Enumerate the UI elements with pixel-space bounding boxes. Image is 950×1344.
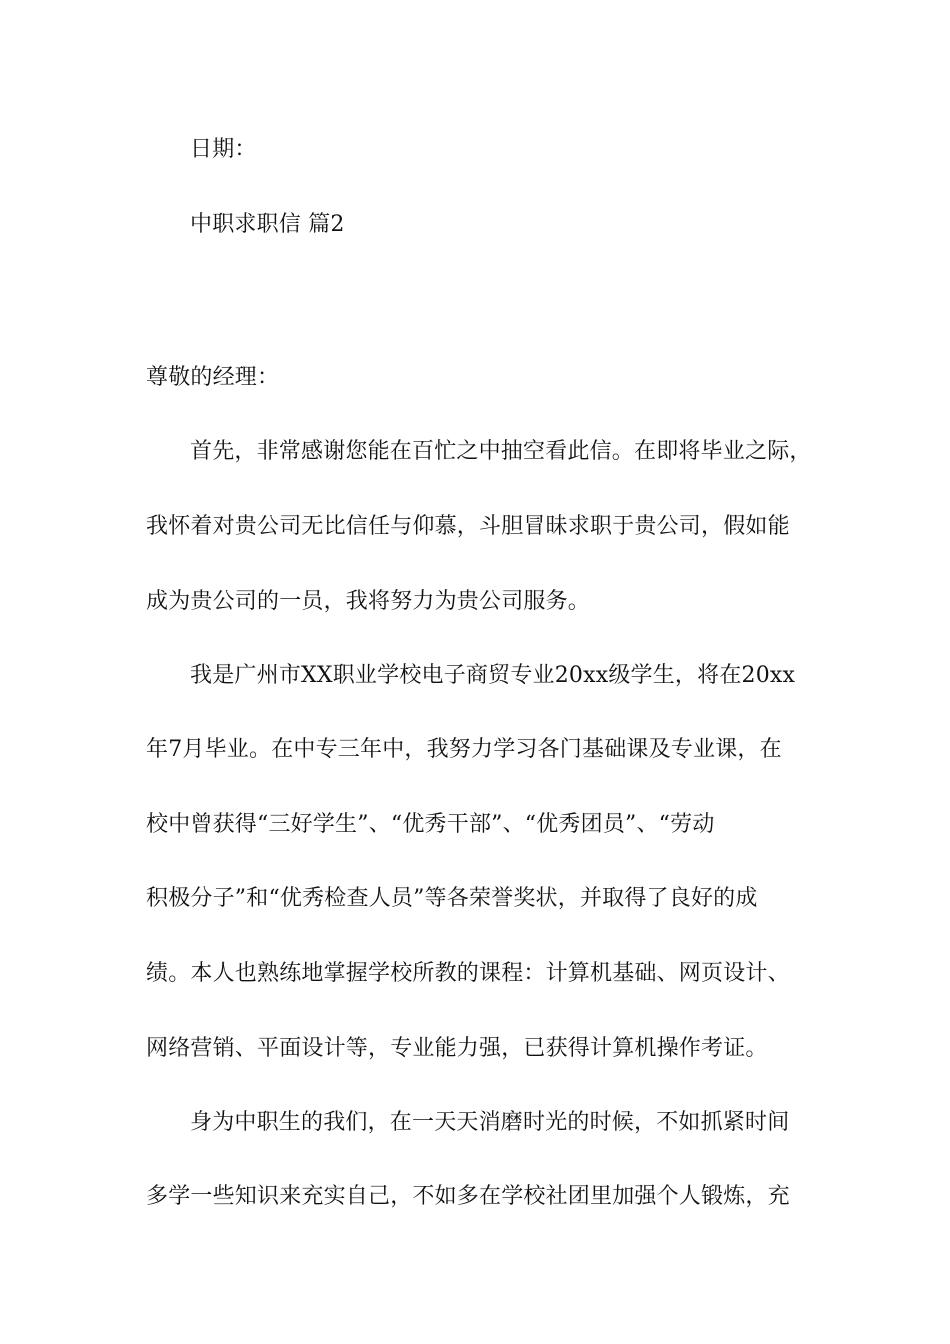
salutation: 尊敬的经理：	[146, 365, 280, 390]
paragraph-line: 网络营销、平面设计等，专业能力强，已获得计算机操作考证。	[146, 1036, 768, 1061]
paragraph-line: 成为贵公司的一员，我将努力为贵公司服务。	[146, 589, 591, 614]
paragraph-line: 我怀着对贵公司无比信任与仰慕，斗胆冒昧求职于贵公司，假如能	[146, 514, 790, 539]
paragraph-line: 绩。本人也熟练地掌握学校所教的课程：计算机基础、网页设计、	[146, 961, 790, 986]
paragraph-line: 我是广州市XX职业学校电子商贸专业20xx级学生，将在20xx	[190, 663, 796, 688]
paragraph-line: 身为中职生的我们，在一天天消磨时光的时候，不如抓紧时间	[190, 1110, 790, 1135]
paragraph-line: 首先，非常感谢您能在百忙之中抽空看此信。在即将毕业之际，	[190, 439, 812, 464]
paragraph-line: 多学一些知识来充实自己，不如多在学校社团里加强个人锻炼，充	[146, 1184, 790, 1209]
paragraph-line: 校中曾获得“三好学生”、“优秀干部”、“优秀团员”、“劳动	[146, 812, 715, 837]
paragraph-line: 积极分子”和“优秀检查人员”等各荣誉奖状，并取得了良好的成	[146, 886, 758, 911]
section-title: 中职求职信 篇2	[190, 212, 345, 237]
date-label: 日期：	[190, 137, 257, 162]
paragraph-line: 年7月毕业。在中专三年中，我努力学习各门基础课及专业课，在	[146, 737, 782, 762]
